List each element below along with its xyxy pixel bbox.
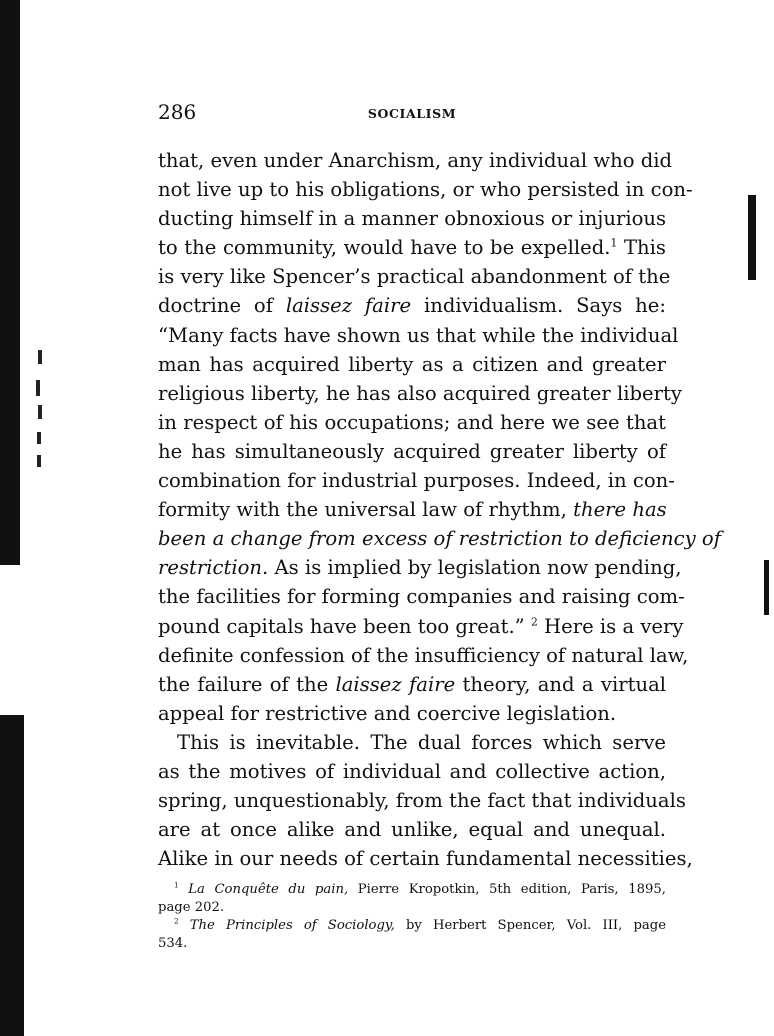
text-line: man has acquired liberty as a citizen and greater [158, 352, 666, 376]
text-line: definite confession of the insufficiency of natural law, [158, 643, 689, 667]
text-line: to the community, would have to be expelled.$^1$ This [158, 236, 666, 260]
footnote-1: $^1$ La Conquête du pain, Pierre Kropotkin, 5th edition, Paris, 1895, [174, 880, 666, 897]
text-line: combination for industrial purposes. Indeed, in con- [158, 469, 675, 493]
scan-edge-left-bottom [0, 715, 24, 1036]
text-line: spring, unquestionably, from the fact that individuals [158, 789, 686, 813]
text-line: in respect of his occupations; and here we see that [158, 410, 666, 434]
text-line: This is inevitable. The dual forces which serve [177, 730, 666, 754]
text-line: Alike in our needs of certain fundamental necessities, [158, 847, 693, 871]
scan-speck [38, 350, 42, 364]
text-line: not live up to his obligations, or who persisted in con- [158, 178, 693, 202]
text-line: are at once alike and unlike, equal and unequal. [158, 818, 666, 842]
page-header [158, 100, 666, 128]
text-line: is very like Spencer’s practical abandonment of the [158, 265, 671, 289]
scan-edge-right [748, 195, 756, 280]
text-line: formity with the universal law of rhythm, there has [158, 498, 667, 522]
text-line: restriction. As is implied by legislation now pending, [158, 556, 682, 580]
footnote-ref-2: 2 [530, 614, 538, 628]
text-line: religious liberty, he has also acquired greater liberty [158, 381, 682, 405]
scan-speck [36, 380, 40, 396]
text-line: been a change from excess of restriction to deficiency of [158, 527, 721, 551]
text-line: he has simultaneously acquired greater liberty of [158, 439, 666, 463]
running-head: SOCIALISM [367, 106, 457, 121]
footnote-2: $^2$ The Principles of Sociology, by Herbert Spencer, Vol. III, page [174, 916, 666, 933]
scan-speck [37, 432, 41, 444]
text-line: the failure of the laissez faire theory, and a virtual [158, 672, 667, 696]
body-text [158, 146, 721, 873]
text-line: doctrine of laissez faire individualism. Says he: [158, 294, 666, 318]
footnote-ref-1: 1 [610, 236, 618, 250]
text-line: ducting himself in a manner obnoxious or injurious [158, 207, 667, 231]
text-line: appeal for restrictive and coercive legislation. [158, 701, 617, 725]
scan-edge-left-top [0, 0, 20, 565]
text-line: pound capitals have been too great.” $^2$ Here is a very [158, 614, 684, 638]
footnotes [158, 881, 666, 953]
text-line: that, even under Anarchism, any individual who did [158, 149, 673, 172]
text-line: as the motives of individual and collective action, [158, 759, 666, 783]
text-line: “Many facts have shown us that while the individual [158, 323, 679, 347]
text-line: the facilities for forming companies and raising com- [158, 585, 685, 609]
footnote-2-continuation: 534. [158, 936, 188, 951]
page-number: 286 [158, 100, 197, 124]
scan-edge-right-lower [764, 560, 769, 615]
scan-speck [37, 455, 41, 467]
scan-speck [38, 405, 42, 419]
footnote-1-continuation: page 202. [158, 900, 225, 915]
